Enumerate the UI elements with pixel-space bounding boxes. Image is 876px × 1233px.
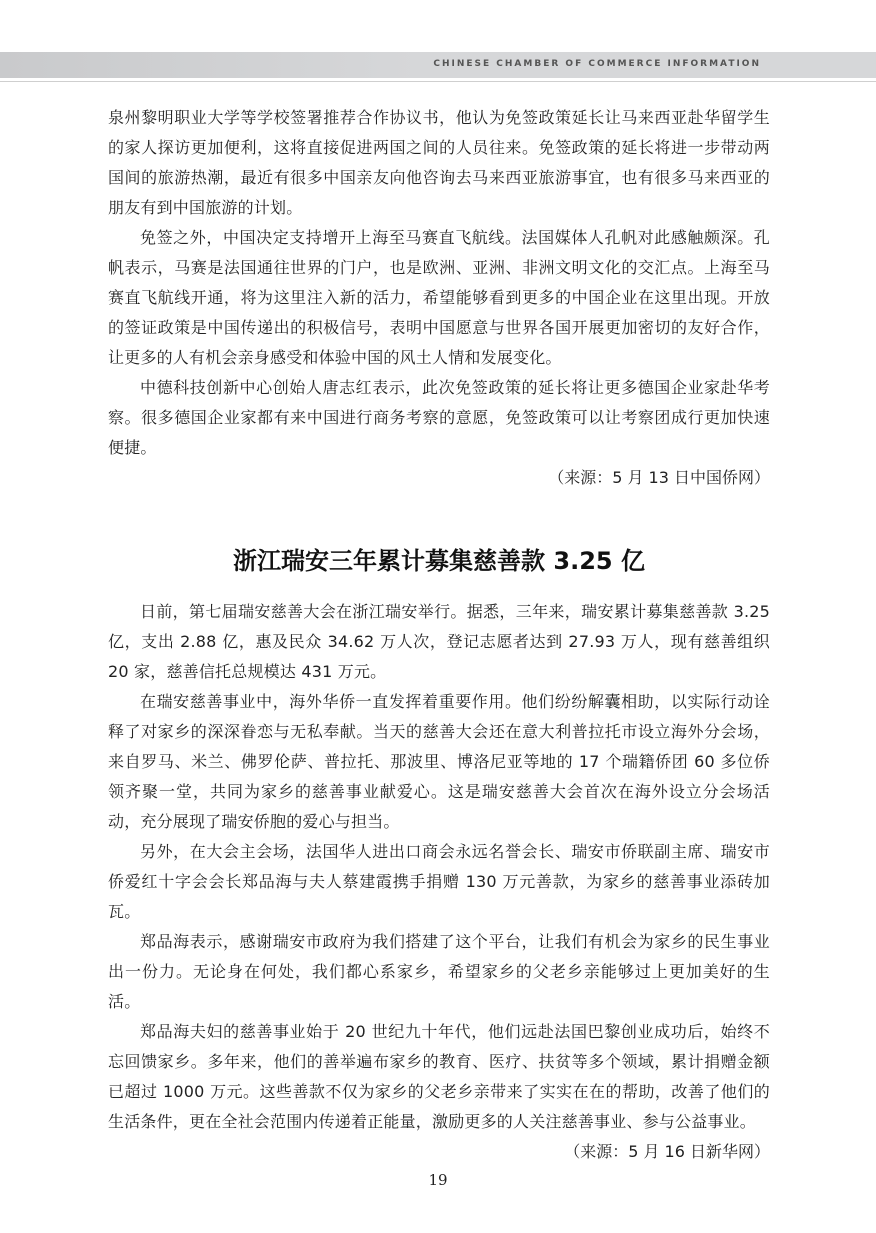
paragraph: 中德科技创新中心创始人唐志红表示，此次免签政策的延长将让更多德国企业家赴华考察。很多德国企业家都有来中国进行商务考察的意愿，免签政策可以让考察团成行更加快速便捷。 [108,378,770,457]
page-number: 19 [428,1171,448,1189]
article-ruian-charity [108,541,770,1167]
paragraph: 免签之外，中国决定支持增开上海至马赛直飞航线。法国媒体人孔帆对此感触颇深。孔帆表示，马赛是法国通往世界的门户，也是欧洲、亚洲、非洲文明文化的交汇点。上海至马赛直飞航线开通，将为这里注入新的活力，希望能够看到更多的中国企业在这里出现。开放的签证政策是中国传递出的积极信号，表明中国愿意与世界各国开展更加密切的友好合作，让更多的人有机会亲身感受和体验中国的风土人情和发展变化。 [108,228,770,367]
header-divider [0,81,876,82]
header-band [0,52,876,78]
article-title: 浙江瑞安三年累计募集慈善款 3.25 亿 [233,547,645,575]
article-source: （来源：5 月 13 日中国侨网） [548,468,770,487]
paragraph: 日前，第七届瑞安慈善大会在浙江瑞安举行。据悉，三年来，瑞安累计募集慈善款 3.25 亿，支出 2.88 亿，惠及民众 34.62 万人次，登记志愿者达到 27.93 万人，现有慈善组织 20 家，慈善信托总规模达 431 万元。 [108,602,770,681]
paragraph: 郑品海夫妇的慈善事业始于 20 世纪九十年代，他们远赴法国巴黎创业成功后，始终不忘回馈家乡。多年来，他们的善举遍布家乡的教育、医疗、扶贫等多个领域，累计捐赠金额已超过 1000 万元。这些善款不仅为家乡的父老乡亲带来了实实在在的帮助，改善了他们的生活条件，更在全社会范围内传递着正能量，激励更多的人关注慈善事业、参与公益事业。 [108,1022,770,1131]
paragraph: 郑品海表示，感谢瑞安市政府为我们搭建了这个平台，让我们有机会为家乡的民生事业出一份力。无论身在何处，我们都心系家乡，希望家乡的父老乡亲能够过上更加美好的生活。 [108,932,770,1011]
article-continued [108,103,770,493]
page-content [108,103,770,1167]
header-accent [0,52,420,78]
article-source: （来源：5 月 16 日新华网） [564,1142,770,1161]
paragraph: 在瑞安慈善事业中，海外华侨一直发挥着重要作用。他们纷纷解囊相助，以实际行动诠释了对家乡的深深眷恋与无私奉献。当天的慈善大会还在意大利普拉托市设立海外分会场，来自罗马、米兰、佛罗伦萨、普拉托、那波里、博洛尼亚等地的 17 个瑞籍侨团 60 多位侨领齐聚一堂，共同为家乡的慈善事业献爱心。这是瑞安慈善大会首次在海外设立分会场活动，充分展现了瑞安侨胞的爱心与担当。 [108,692,770,831]
header-title: CHINESE CHAMBER OF COMMERCE INFORMATION [433,59,761,69]
paragraph: 另外，在大会主会场，法国华人进出口商会永远名誉会长、瑞安市侨联副主席、瑞安市侨爱红十字会会长郑品海与夫人蔡建霞携手捐赠 130 万元善款，为家乡的慈善事业添砖加瓦。 [108,842,770,921]
paragraph: 泉州黎明职业大学等学校签署推荐合作协议书，他认为免签政策延长让马来西亚赴华留学生的家人探访更加便利，这将直接促进两国之间的人员往来。免签政策的延长将进一步带动两国间的旅游热潮，最近有很多中国亲友向他咨询去马来西亚旅游事宜，也有很多马来西亚的朋友有到中国旅游的计划。 [108,108,770,217]
